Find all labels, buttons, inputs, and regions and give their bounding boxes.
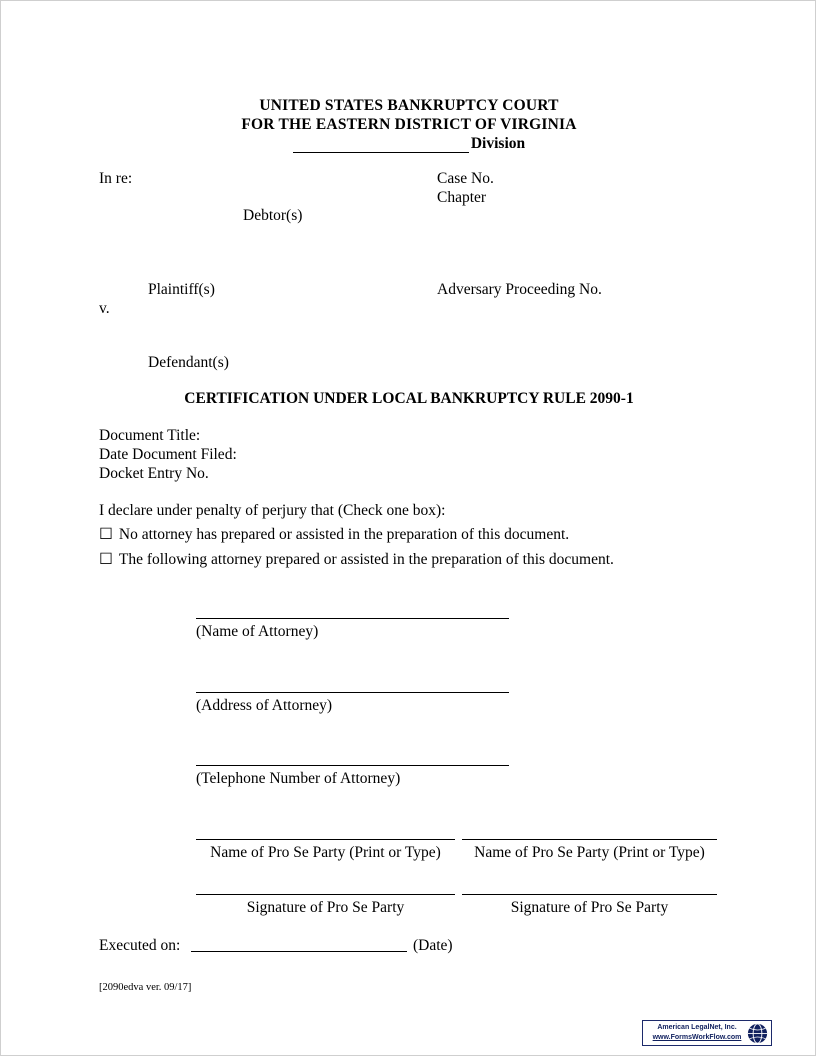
attorney-name-input[interactable] — [196, 618, 509, 619]
checkbox-option-label: The following attorney prepared or assisted in the preparation of this document. — [118, 551, 614, 568]
checkbox-icon[interactable]: ☐ — [99, 526, 113, 543]
plaintiffs-label: Plaintiff(s) — [148, 281, 215, 298]
checkbox-icon[interactable]: ☐ — [99, 551, 113, 568]
prose-signature-right-label: Signature of Pro Se Party — [510, 899, 669, 916]
defendants-label: Defendant(s) — [148, 354, 229, 371]
document-title-field-label: Document Title: — [99, 427, 201, 444]
case-number-label: Case No. — [437, 170, 494, 187]
checkbox-option-label: No attorney has prepared or assisted in the preparation of this document. — [118, 526, 570, 543]
versus-label: v. — [99, 300, 110, 317]
court-title-line1: UNITED STATES BANKRUPTCY COURT — [259, 97, 559, 114]
prose-name-left-label: Name of Pro Se Party (Print or Type) — [210, 844, 441, 861]
division-input[interactable] — [293, 138, 469, 153]
prose-signature-left-label: Signature of Pro Se Party — [246, 899, 405, 916]
executed-on-date-input[interactable] — [191, 951, 407, 952]
prose-name-left-input[interactable] — [196, 839, 455, 840]
stamp-company-name: American LegalNet, Inc. — [657, 1024, 737, 1031]
executed-on-label: Executed on: — [99, 937, 181, 954]
legalnet-stamp[interactable] — [642, 1020, 772, 1046]
debtors-label: Debtor(s) — [243, 207, 303, 224]
division-label: Division — [470, 135, 526, 152]
globe-icon — [747, 1023, 768, 1044]
form-id-footer: [2090edva ver. 09/17] — [99, 982, 192, 993]
checkbox-option-attorney-assisted[interactable] — [99, 550, 614, 569]
adversary-proceeding-number-label: Adversary Proceeding No. — [437, 281, 602, 298]
date-document-filed-field-label: Date Document Filed: — [99, 446, 237, 463]
chapter-label: Chapter — [437, 189, 487, 206]
date-label: (Date) — [413, 937, 453, 954]
stamp-url[interactable]: www.FormsWorkFlow.com — [652, 1034, 742, 1041]
checkbox-option-no-attorney[interactable] — [99, 525, 569, 544]
prose-signature-left-input[interactable] — [196, 894, 455, 895]
court-title-line2: FOR THE EASTERN DISTRICT OF VIRGINIA — [241, 116, 577, 133]
attorney-telephone-input[interactable] — [196, 765, 509, 766]
prose-name-right-label: Name of Pro Se Party (Print or Type) — [474, 844, 705, 861]
attorney-name-label: (Name of Attorney) — [196, 623, 319, 640]
division-row — [1, 135, 816, 153]
page-title: CERTIFICATION UNDER LOCAL BANKRUPTCY RULE 2090-1 — [184, 390, 634, 407]
declaration-text: I declare under penalty of perjury that (Check one box): — [99, 502, 446, 519]
prose-signature-right-input[interactable] — [462, 894, 717, 895]
attorney-telephone-label: (Telephone Number of Attorney) — [196, 770, 401, 787]
attorney-address-input[interactable] — [196, 692, 509, 693]
prose-name-right-input[interactable] — [462, 839, 717, 840]
attorney-address-label: (Address of Attorney) — [196, 697, 333, 714]
stamp-company — [647, 1023, 747, 1043]
in-re-label: In re: — [99, 170, 133, 187]
docket-entry-number-field-label: Docket Entry No. — [99, 465, 209, 482]
